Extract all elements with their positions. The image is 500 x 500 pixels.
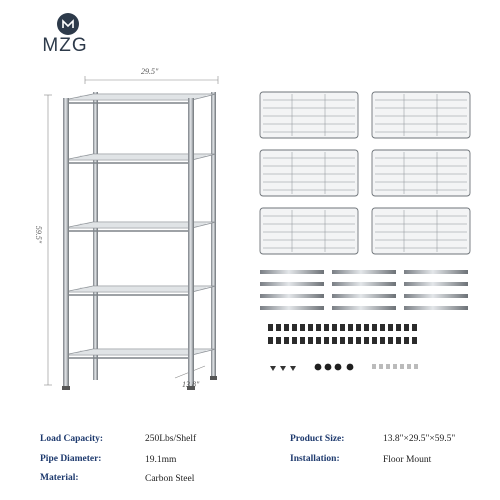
foot-left: [62, 386, 70, 390]
front-left-post: [63, 98, 69, 388]
spec-label-load-capacity: Load Capacity:: [40, 434, 104, 444]
pole-segments: [260, 270, 468, 310]
height-dimension-label: 59.5": [34, 225, 44, 244]
panel-3: [260, 150, 358, 196]
panel-6: [372, 208, 470, 254]
brand-logo-text: MZG: [42, 35, 88, 56]
spec-value-product-size: 13.8"×29.5"×59.5": [383, 434, 456, 444]
shelf-panels: [260, 92, 470, 254]
front-right-post: [188, 98, 194, 388]
spec-value-load-capacity: 250Lbs/Shelf: [145, 434, 197, 444]
spec-value-pipe-diameter: 19.1mm: [145, 455, 177, 465]
panel-5: [260, 208, 358, 254]
spec-label-product-size: Product Size:: [290, 434, 345, 444]
spec-value-material: Carbon Steel: [145, 474, 195, 484]
width-dimension-label: 29.5": [141, 67, 159, 76]
foot-back: [210, 376, 217, 380]
panel-4: [372, 150, 470, 196]
spec-label-pipe-diameter: Pipe Diameter:: [40, 454, 102, 464]
plastic-sleeves: [268, 324, 417, 344]
spec-label-installation: Installation:: [290, 454, 340, 464]
hardware-pieces: [270, 364, 418, 371]
panel-2: [372, 92, 470, 138]
spec-label-material: Material:: [40, 473, 79, 483]
depth-dimension-label: 13.8": [182, 380, 200, 389]
spec-value-installation: Floor Mount: [383, 455, 432, 465]
panel-1: [260, 92, 358, 138]
back-left-post: [93, 92, 98, 380]
back-right-post: [211, 92, 216, 380]
